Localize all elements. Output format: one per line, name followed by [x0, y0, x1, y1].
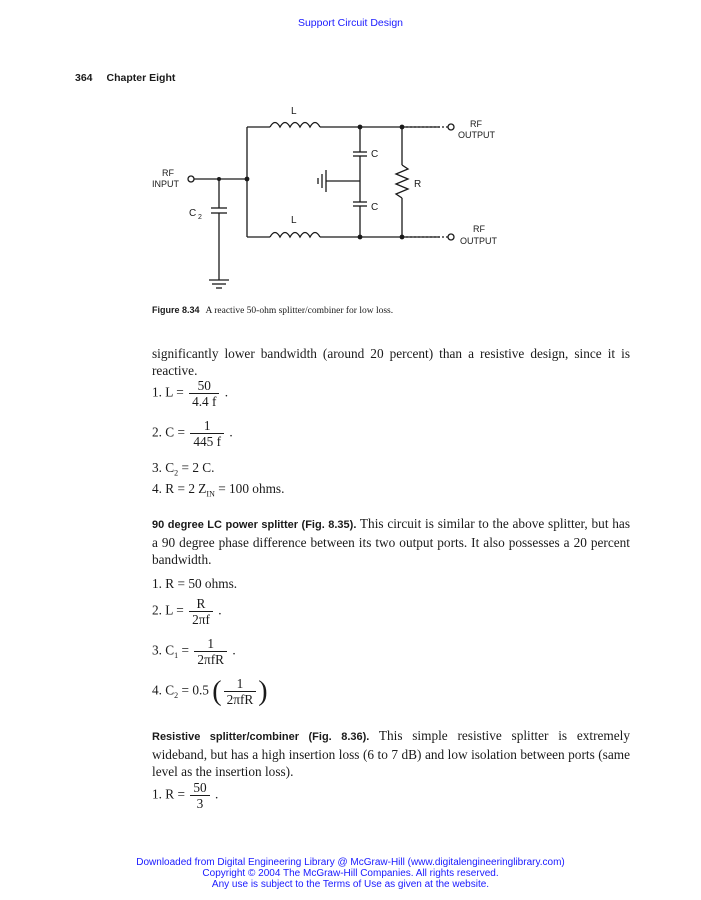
footer-copyright: Copyright © 2004 The McGraw-Hill Companies. All rights reserved. — [202, 868, 499, 879]
label-rf-output-top-2: OUTPUT — [458, 130, 495, 140]
section-resistive-text: This simple resistive splitter is extremely wideband, but has a high insertion loss (6 to 7 dB) and low isolation between ports (same level as the insertion loss). — [152, 728, 630, 779]
label-r: R — [414, 179, 422, 190]
node-c2 — [217, 177, 221, 181]
label-l-bottom: L — [291, 215, 297, 226]
node-bot-res — [400, 235, 405, 240]
inductor-top — [270, 123, 320, 128]
footer-download-link[interactable]: Downloaded from Digital Engineering Library @ McGraw-Hill (www.digitalengineeringlibrary.com) — [136, 857, 565, 868]
node-input — [245, 177, 250, 182]
circuit-diagram — [140, 100, 520, 300]
label-c2: C — [189, 208, 197, 219]
section-resistive — [152, 727, 630, 780]
section-90-degree-heading: 90 degree LC power splitter (Fig. 8.35). — [152, 519, 357, 531]
section-90-degree — [152, 515, 630, 568]
label-rf-output-bot-1: RF — [473, 224, 485, 234]
equation-6: 2. L = $\frac{R}{2\pi f}$ . — [152, 596, 222, 627]
node-top-res — [400, 125, 405, 130]
equation-3: 3. $C_2 = 2$ C. — [152, 460, 215, 478]
label-c-bottom: C — [371, 202, 379, 213]
equation-1: 1. L = $\frac{50}{4.4 f}$ . — [152, 378, 229, 409]
inductor-bottom — [270, 233, 320, 238]
label-rf-output-bot-2: OUTPUT — [460, 236, 497, 246]
resistor — [396, 165, 408, 198]
figure-caption-text: A reactive 50-ohm splitter/combiner for low loss. — [205, 306, 394, 316]
figure-caption — [152, 305, 393, 316]
section-90-degree-text: This circuit is similar to the above splitter, but has a 90 degree phase difference between its two output ports. It also possesses a 20 percent bandwidth. — [152, 516, 631, 567]
footer-terms[interactable]: Any use is subject to the Terms of Use as given at the website. — [211, 879, 490, 890]
equation-5: 1. R = 50 ohms. — [152, 576, 238, 591]
page-number: 364 — [75, 72, 93, 84]
label-rf-output-top-1: RF — [470, 119, 482, 129]
equation-2: 2. C = $\frac{1}{445 f}$ . — [152, 418, 233, 449]
node-bot-cap — [358, 235, 363, 240]
label-c2-sub: 2 — [198, 214, 202, 221]
output-bottom-terminal — [448, 234, 454, 240]
page-header — [75, 72, 189, 84]
chapter-title: Chapter Eight — [106, 72, 176, 84]
label-l-top: L — [291, 106, 297, 117]
input-terminal — [188, 176, 194, 182]
footer — [0, 857, 701, 890]
output-top-terminal — [448, 124, 454, 130]
node-top-cap — [358, 125, 363, 130]
section-resistive-heading: Resistive splitter/combiner (Fig. 8.36). — [152, 731, 370, 743]
header-link[interactable]: Support Circuit Design — [297, 17, 404, 29]
label-c-top: C — [371, 149, 379, 160]
label-rf-input-1: RF — [162, 168, 174, 178]
equation-7: 3. $C_1$ = $\frac{1}{\text{2πfR}}$ . — [152, 636, 236, 667]
equation-8: 4. $C_2 = 0.5$ ( $\frac{1}{\text{2πfR}}$ ) — [152, 676, 268, 707]
label-rf-input-2: INPUT — [152, 179, 179, 189]
equation-9: 1. R = $\frac{50}{3}$ . — [152, 780, 219, 811]
figure-label: Figure 8.34 — [152, 305, 200, 315]
paragraph-1: significantly lower bandwidth (around 20 percent) than a resistive design, since it is reactive. — [152, 346, 630, 378]
equation-4: 4. R = 2 $Z_{IN} = 100$ ohms. — [152, 481, 285, 499]
